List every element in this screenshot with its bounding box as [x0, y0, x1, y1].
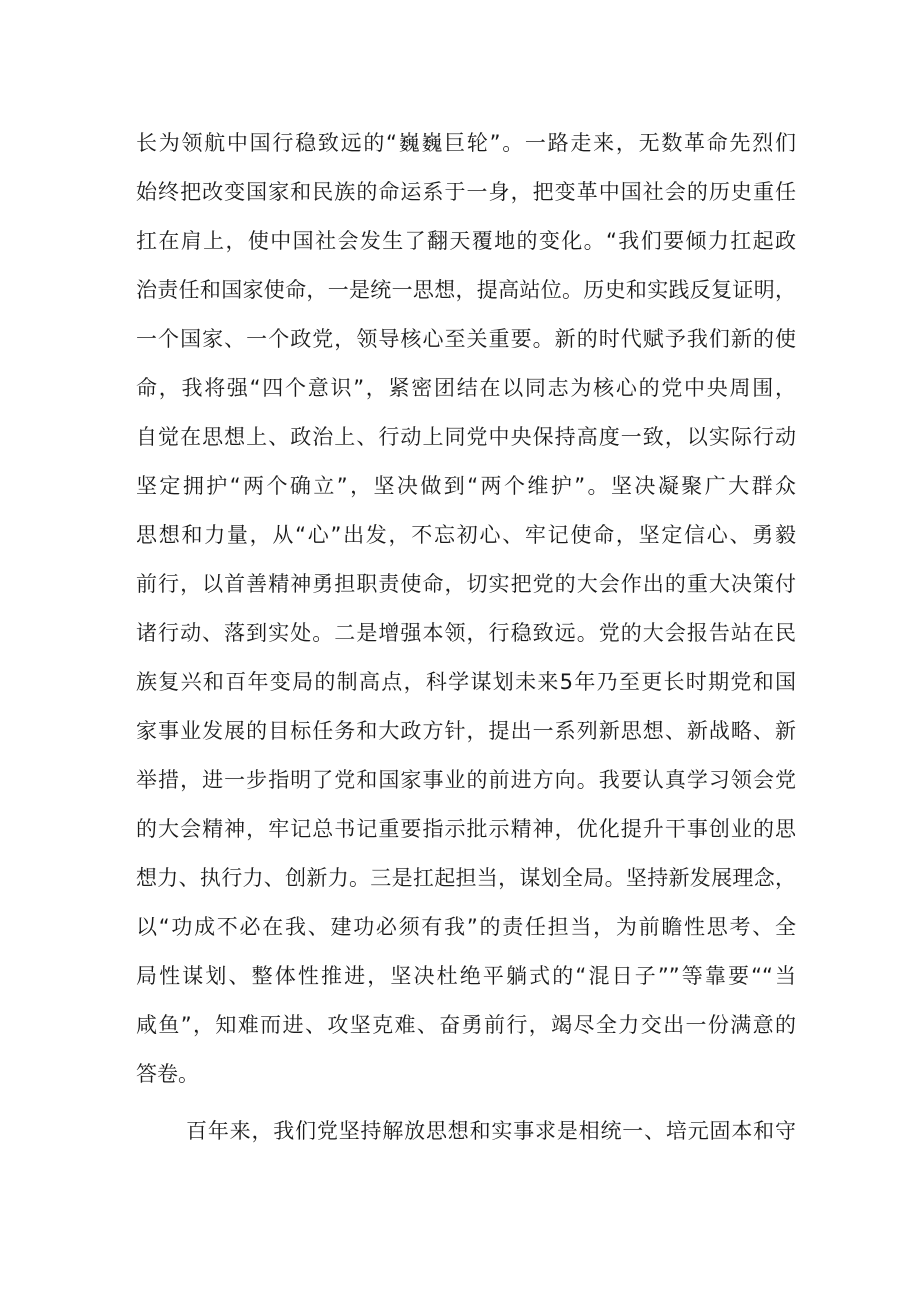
- paragraph-line: 坚定拥护“两个确立”，坚决做到“两个维护”。坚决凝聚广大群众: [136, 474, 796, 498]
- paragraph-line: 局性谋划、整体性推进，坚决杜绝平躺式的“混日子””等靠要““当: [136, 964, 796, 988]
- paragraph-line: 治责任和国家使命，一是统一思想，提高站位。历史和实践反复证明，: [136, 278, 796, 302]
- paragraph-line: 前行，以首善精神勇担职责使命，切实把党的大会作出的重大决策付: [136, 572, 796, 596]
- paragraph-line: 一个国家、一个政党，领导核心至关重要。新的时代赋予我们新的使: [136, 327, 796, 351]
- paragraph-line: 诸行动、落到实处。二是增强本领，行稳致远。党的大会报告站在民: [136, 621, 796, 645]
- paragraph-line: 想力、执行力、创新力。三是扛起担当，谋划全局。坚持新发展理念，: [136, 866, 796, 890]
- paragraph-line: 以“功成不必在我、建功必须有我”的责任担当，为前瞻性思考、全: [136, 915, 796, 939]
- paragraph-line: 家事业发展的目标任务和大政方针，提出一系列新思想、新战略、新: [136, 719, 796, 743]
- paragraph-line: 扛在肩上，使中国社会发生了翻天覆地的变化。“我们要倾力扛起政: [136, 229, 796, 253]
- paragraph-line: 始终把改变国家和民族的命运系于一身，把变革中国社会的历史重任: [136, 180, 796, 204]
- paragraph-line: 思想和力量，从“心”出发，不忘初心、牢记使命，坚定信心、勇毅: [136, 523, 796, 547]
- paragraph-line: 长为领航中国行稳致远的“巍巍巨轮”。一路走来，无数革命先烈们: [136, 131, 796, 155]
- paragraph-line: 的大会精神，牢记总书记重要指示批示精神，优化提升干事创业的思: [136, 817, 796, 841]
- paragraph-line: 自觉在思想上、政治上、行动上同党中央保持高度一致，以实际行动: [136, 425, 796, 449]
- paragraph-first-line: 百年来，我们党坚持解放思想和实事求是相统一、培元固本和守: [186, 1119, 796, 1143]
- paragraph-line: 命，我将强“四个意识”，紧密团结在以同志为核心的党中央周围，: [136, 376, 796, 400]
- paragraph-line: 答卷。: [136, 1062, 199, 1086]
- paragraph-line: 族复兴和百年变局的制高点，科学谋划未来5年乃至更长时期党和国: [136, 670, 796, 694]
- paragraph-line: 咸鱼”，知难而进、攻坚克难、奋勇前行，竭尽全力交出一份满意的: [136, 1013, 796, 1037]
- paragraph-line: 举措，进一步指明了党和国家事业的前进方向。我要认真学习领会党: [136, 768, 796, 792]
